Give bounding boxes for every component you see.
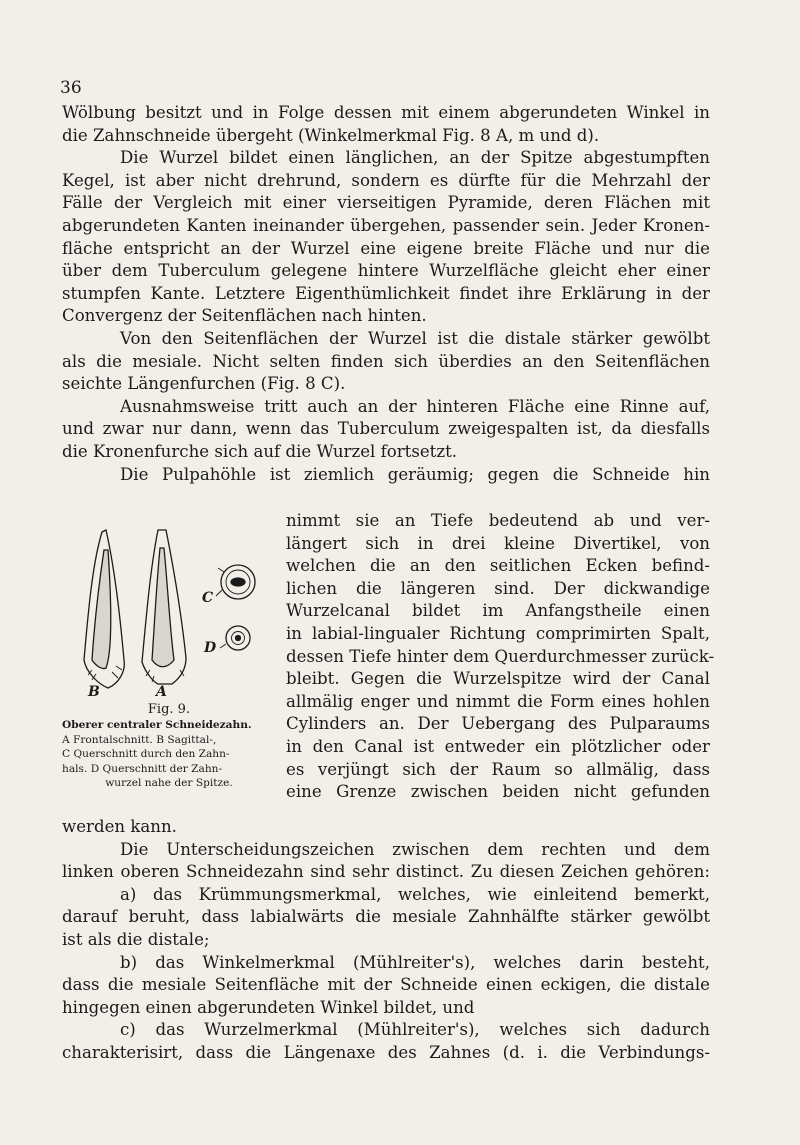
text-line: eine Grenze zwischen beiden nicht gefunden — [286, 782, 710, 802]
tooth-sections-illustration — [62, 520, 276, 700]
text-line: in den Canal ist entweder ein plötzlicher oder — [286, 736, 710, 756]
text-line: in labial-lingualer Richtung comprimirten Spalt, — [286, 623, 710, 643]
caption-line: Oberer centraler Schneidezahn. — [62, 719, 252, 731]
body-text-bottom — [62, 816, 710, 1065]
text-line: b) das Winkelmerkmal (Mühlreiter's), welches darin besteht, — [120, 952, 710, 972]
text-line: es verjüngt sich der Raum so allmälig, dass — [286, 759, 710, 779]
figure-caption — [62, 718, 276, 791]
text-line: stumpfen Kante. Letztere Eigenthümlichkeit findet ihre Erklärung in der — [62, 283, 710, 303]
text-line: Kegel, ist aber nicht drehrund, sondern es dürfte für die Mehrzahl der — [62, 170, 710, 190]
text-line: die Zahnschneide übergeht (Winkelmerkmal Fig. 8 A, m und d). — [62, 125, 600, 145]
text-line: über dem Tuberculum gelegene hintere Wurzelfläche gleicht eher einer — [62, 261, 710, 281]
text-line: Die Wurzel bildet einen länglichen, an der Spitze abgestumpften — [120, 148, 710, 168]
text-line: dass die mesiale Seitenfläche mit der Schneide einen eckigen, die distale — [62, 975, 710, 995]
figure-title: Fig. 9. — [147, 702, 191, 717]
text-line: c) das Wurzelmerkmal (Mühlreiter's), welches sich dadurch — [120, 1020, 710, 1040]
figure-label-b: B — [88, 684, 100, 700]
text-line: Die Unterscheidungszeichen zwischen dem rechten und dem — [120, 839, 710, 859]
text-line: allmälig enger und nimmt die Form eines hohlen — [286, 691, 710, 711]
text-line: hingegen einen abgerundeten Winkel bildet, und — [62, 997, 475, 1017]
body-text-beside-figure — [286, 510, 715, 804]
text-line: darauf beruht, dass labialwärts die mesiale Zahnhälfte stärker gewölbt — [62, 907, 710, 927]
text-line: bleibt. Gegen die Wurzelspitze wird der Canal — [286, 669, 710, 689]
text-line: seichte Längenfurchen (Fig. 8 C). — [62, 374, 346, 394]
text-line: Ausnahmsweise tritt auch an der hinteren Fläche eine Rinne auf, — [120, 396, 710, 416]
text-line: Von den Seitenflächen der Wurzel ist die distale stärker gewölbt — [120, 328, 710, 348]
text-line: Convergenz der Seitenflächen nach hinten. — [62, 306, 427, 326]
text-line: werden kann. — [62, 817, 177, 836]
text-line: Fälle der Vergleich mit einer vierseitigen Pyramide, deren Flächen mit — [62, 193, 710, 213]
figure-9 — [62, 520, 276, 802]
body-text-top — [62, 102, 710, 486]
text-line: Die Pulpahöhle ist ziemlich geräumig; gegen die Schneide hin — [120, 464, 710, 484]
text-line: lichen die längeren sind. Der dickwandige — [286, 578, 710, 598]
text-line: Cylinders an. Der Uebergang des Pulparaums — [286, 714, 710, 734]
text-line: linken oberen Schneidezahn sind sehr distinct. Zu diesen Zeichen gehören: — [62, 862, 710, 882]
text-line: längert sich in drei kleine Divertikel, von — [286, 533, 710, 553]
text-line: Wölbung besitzt und in Folge dessen mit einem abgerundeten Winkel in — [62, 103, 710, 122]
text-line: ist als die distale; — [62, 929, 210, 949]
caption-line: wurzel nahe der Spitze. — [105, 777, 233, 790]
figure-label-c: C — [202, 590, 214, 606]
caption-line: A Frontalschnitt. B Sagittal-, — [62, 733, 217, 746]
text-line: a) das Krümmungsmerkmal, welches, wie einleitend bemerkt, — [120, 884, 710, 904]
text-line: fläche entspricht an der Wurzel eine eigene breite Fläche und nur die — [62, 238, 710, 258]
caption-line: hals. D Querschnitt der Zahn- — [62, 762, 223, 775]
text-line: dessen Tiefe hinter dem Querdurchmesser zurück- — [286, 646, 715, 666]
text-line: und zwar nur dann, wenn das Tuberculum zweigespalten ist, da diesfalls — [62, 419, 710, 439]
text-line: die Kronenfurche sich auf die Wurzel fortsetzt. — [62, 441, 458, 461]
page-number: 36 — [60, 78, 82, 98]
caption-line: C Querschnitt durch den Zahn- — [62, 748, 230, 761]
figure-label-a: A — [156, 684, 167, 700]
figure-label-d: D — [204, 640, 217, 656]
text-line: charakterisirt, dass die Längenaxe des Zahnes (d. i. die Verbindungs- — [62, 1042, 710, 1062]
text-line: als die mesiale. Nicht selten finden sich überdies an den Seitenflächen — [62, 351, 710, 371]
text-line: welchen die an den seitlichen Ecken befind- — [286, 556, 710, 576]
text-line: Wurzelcanal bildet im Anfangstheile einen — [286, 601, 710, 621]
text-line: abgerundeten Kanten ineinander übergehen, passender sein. Jeder Kronen- — [62, 215, 710, 235]
text-line: nimmt sie an Tiefe bedeutend ab und ver- — [286, 511, 710, 530]
